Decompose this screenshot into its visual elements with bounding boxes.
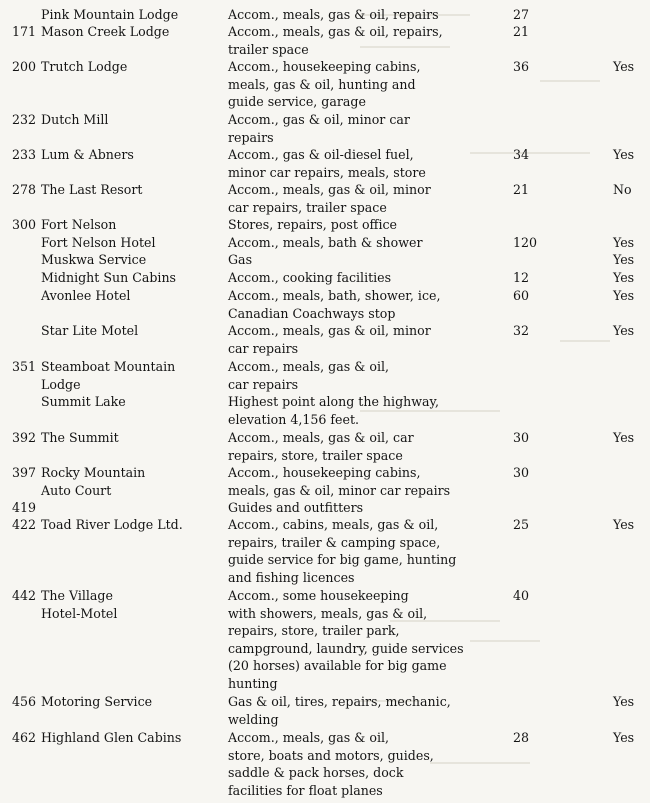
services-cell: Accom., cooking facilities <box>228 270 392 285</box>
table-row <box>0 251 650 269</box>
services-cell: Guides and outfitters <box>228 500 364 515</box>
mile-cell: 200 <box>11 59 36 74</box>
services-cell: hunting <box>228 675 278 691</box>
services-cell: saddle & pack horses, dock <box>228 765 404 781</box>
row-line <box>0 129 650 147</box>
row-line <box>0 76 650 94</box>
units-cell: 36 <box>513 59 530 74</box>
units-cell: 28 <box>513 730 530 745</box>
units-cell: 120 <box>513 235 538 250</box>
table-row <box>0 58 650 111</box>
row-line <box>0 640 650 658</box>
name-cell: Auto Court <box>41 482 112 498</box>
name-cell: Hotel-Motel <box>41 605 118 621</box>
row-line <box>0 551 650 569</box>
services-cell: Accom., meals, gas & oil, <box>228 730 390 745</box>
table-row <box>0 587 650 693</box>
table-row <box>0 693 650 728</box>
name-cell: Muskwa Service <box>41 252 147 267</box>
flag-cell: Yes <box>613 730 635 745</box>
services-cell: Accom., meals, gas & oil, repairs, <box>228 24 443 39</box>
units-cell: 32 <box>513 323 530 338</box>
table-row <box>0 234 650 252</box>
name-cell: Avonlee Hotel <box>41 288 131 303</box>
units-cell: 21 <box>513 24 530 39</box>
table-row <box>0 287 650 322</box>
row-line <box>0 534 650 552</box>
row-line <box>0 764 650 782</box>
services-cell: Accom., meals, gas & oil, repairs <box>228 7 439 22</box>
services-cell: repairs, store, trailer space <box>228 447 403 463</box>
services-cell: Gas & oil, tires, repairs, mechanic, <box>228 694 451 709</box>
services-cell: Accom., gas & oil, minor car <box>228 112 410 127</box>
services-cell: Accom., meals, gas & oil, car <box>228 430 414 445</box>
services-cell: welding <box>228 711 279 727</box>
row-line <box>0 146 650 164</box>
services-cell: Accom., meals, bath, shower, ice, <box>228 288 441 303</box>
row-line <box>0 93 650 111</box>
services-cell: facilities for float planes <box>228 782 383 798</box>
table-row <box>0 269 650 287</box>
row-line <box>0 747 650 765</box>
row-line <box>0 429 650 447</box>
services-cell: elevation 4,156 feet. <box>228 411 360 427</box>
row-line <box>0 675 650 693</box>
row-line <box>0 322 650 340</box>
flag-cell: Yes <box>613 59 635 74</box>
name-cell: Lodge <box>41 376 81 392</box>
mile-cell: 462 <box>11 730 36 745</box>
name-cell: Fort Nelson <box>41 217 117 232</box>
name-cell: Lum & Abners <box>41 147 134 162</box>
services-cell: (20 horses) available for big game <box>228 658 447 674</box>
row-line <box>0 711 650 729</box>
services-cell: Accom., meals, gas & oil, minor <box>228 323 431 338</box>
row-line <box>0 340 650 358</box>
row-line <box>0 622 650 640</box>
row-line <box>0 305 650 323</box>
row-line <box>0 569 650 587</box>
table-row <box>0 322 650 357</box>
units-cell: 21 <box>513 182 530 197</box>
row-line <box>0 23 650 41</box>
services-cell: repairs, store, trailer park, <box>228 623 400 639</box>
services-cell: minor car repairs, meals, store <box>228 164 426 180</box>
row-line <box>0 587 650 605</box>
mile-cell: 442 <box>11 588 36 603</box>
flag-cell: No <box>613 182 632 197</box>
services-cell: meals, gas & oil, minor car repairs <box>228 482 451 498</box>
services-cell: car repairs <box>228 376 299 392</box>
services-cell: with showers, meals, gas & oil, <box>228 605 428 621</box>
units-cell: 60 <box>513 288 530 303</box>
row-line <box>0 251 650 269</box>
row-line <box>0 199 650 217</box>
table-row <box>0 516 650 586</box>
services-cell: car repairs, trailer space <box>228 199 387 215</box>
name-cell: The Summit <box>41 430 119 445</box>
table-row <box>0 729 650 799</box>
row-line <box>0 447 650 465</box>
services-cell: Accom., meals, gas & oil, minor <box>228 182 431 197</box>
name-cell: Star Lite Motel <box>41 323 139 338</box>
row-line <box>0 393 650 411</box>
flag-cell: Yes <box>613 235 635 250</box>
mile-cell: 171 <box>11 24 36 39</box>
row-line <box>0 234 650 252</box>
flag-cell: Yes <box>613 252 635 267</box>
name-cell: Midnight Sun Cabins <box>41 270 177 285</box>
name-cell: Motoring Service <box>41 694 153 709</box>
flag-cell: Yes <box>613 270 635 285</box>
name-cell: Summit Lake <box>41 394 126 409</box>
units-cell: 30 <box>513 465 530 480</box>
units-cell: 27 <box>513 7 530 22</box>
flag-cell: Yes <box>613 517 635 532</box>
name-cell: The Last Resort <box>41 182 143 197</box>
mile-cell: 351 <box>11 359 36 374</box>
row-line <box>0 482 650 500</box>
flag-cell: Yes <box>613 323 635 338</box>
services-cell: Accom., gas & oil-diesel fuel, <box>228 147 414 162</box>
row-line <box>0 358 650 376</box>
services-cell: Stores, repairs, post office <box>228 217 398 232</box>
mile-cell: 392 <box>11 430 36 445</box>
services-cell: Accom., some housekeeping <box>228 588 409 603</box>
services-cell: Accom., meals, gas & oil, <box>228 359 390 374</box>
name-cell: The Village <box>41 588 113 603</box>
row-line <box>0 693 650 711</box>
services-cell: repairs, trailer & camping space, <box>228 534 441 550</box>
mile-cell: 233 <box>11 147 36 162</box>
services-cell: guide service, garage <box>228 94 366 110</box>
row-line <box>0 41 650 59</box>
row-line <box>0 269 650 287</box>
row-line <box>0 58 650 76</box>
services-cell: and fishing licences <box>228 569 355 585</box>
mile-cell: 456 <box>11 694 36 709</box>
row-line <box>0 376 650 394</box>
flag-cell: Yes <box>613 288 635 303</box>
row-line <box>0 181 650 199</box>
services-cell: trailer space <box>228 41 309 57</box>
services-cell: car repairs <box>228 340 299 356</box>
services-cell: Canadian Coachways stop <box>228 305 396 321</box>
table-row <box>0 23 650 58</box>
mile-cell: 300 <box>11 217 36 232</box>
mile-cell: 422 <box>11 517 36 532</box>
table-row <box>0 181 650 216</box>
name-cell: Fort Nelson Hotel <box>41 235 156 250</box>
table-row <box>0 111 650 146</box>
flag-cell: Yes <box>613 430 635 445</box>
name-cell: Trutch Lodge <box>41 59 128 74</box>
services-cell: repairs <box>228 129 274 145</box>
table-row <box>0 6 650 24</box>
mile-cell: 278 <box>11 182 36 197</box>
table-row <box>0 464 650 499</box>
name-cell: Mason Creek Lodge <box>41 24 170 39</box>
services-cell: Gas <box>228 252 253 267</box>
services-cell: Highest point along the highway, <box>228 394 439 409</box>
table-row <box>0 216 650 234</box>
flag-cell: Yes <box>613 147 635 162</box>
name-cell: Toad River Lodge Ltd. <box>41 517 183 532</box>
row-line <box>0 164 650 182</box>
services-cell: campground, laundry, guide services <box>228 640 464 656</box>
units-cell: 40 <box>513 588 530 603</box>
row-line <box>0 516 650 534</box>
mile-cell: 419 <box>11 500 36 515</box>
flag-cell: Yes <box>613 694 635 709</box>
row-line <box>0 111 650 129</box>
units-cell: 30 <box>513 430 530 445</box>
services-cell: Accom., cabins, meals, gas & oil, <box>228 517 439 532</box>
units-cell: 25 <box>513 517 530 532</box>
services-cell: Accom., meals, bath & shower <box>228 235 423 250</box>
name-cell: Pink Mountain Lodge <box>41 7 179 22</box>
table-row <box>0 393 650 428</box>
units-cell: 12 <box>513 270 530 285</box>
row-line <box>0 464 650 482</box>
row-line <box>0 729 650 747</box>
table-row <box>0 358 650 393</box>
name-cell: Rocky Mountain <box>41 465 146 480</box>
mile-cell: 397 <box>11 465 36 480</box>
row-line <box>0 605 650 623</box>
row-line <box>0 782 650 800</box>
name-cell: Highland Glen Cabins <box>41 730 182 745</box>
services-cell: store, boats and motors, guides, <box>228 747 434 763</box>
units-cell: 34 <box>513 147 530 162</box>
table-row <box>0 146 650 181</box>
row-line <box>0 6 650 24</box>
row-line <box>0 216 650 234</box>
row-line <box>0 657 650 675</box>
table-row <box>0 499 650 517</box>
services-cell: Accom., housekeeping cabins, <box>228 59 421 74</box>
row-line <box>0 499 650 517</box>
name-cell: Dutch Mill <box>41 112 109 127</box>
services-cell: Accom., housekeeping cabins, <box>228 465 421 480</box>
table-row <box>0 429 650 464</box>
services-cell: guide service for big game, hunting <box>228 552 457 568</box>
mile-cell: 232 <box>11 112 36 127</box>
name-cell: Steamboat Mountain <box>41 359 176 374</box>
services-cell: meals, gas & oil, hunting and <box>228 76 416 92</box>
row-line <box>0 411 650 429</box>
row-line <box>0 287 650 305</box>
